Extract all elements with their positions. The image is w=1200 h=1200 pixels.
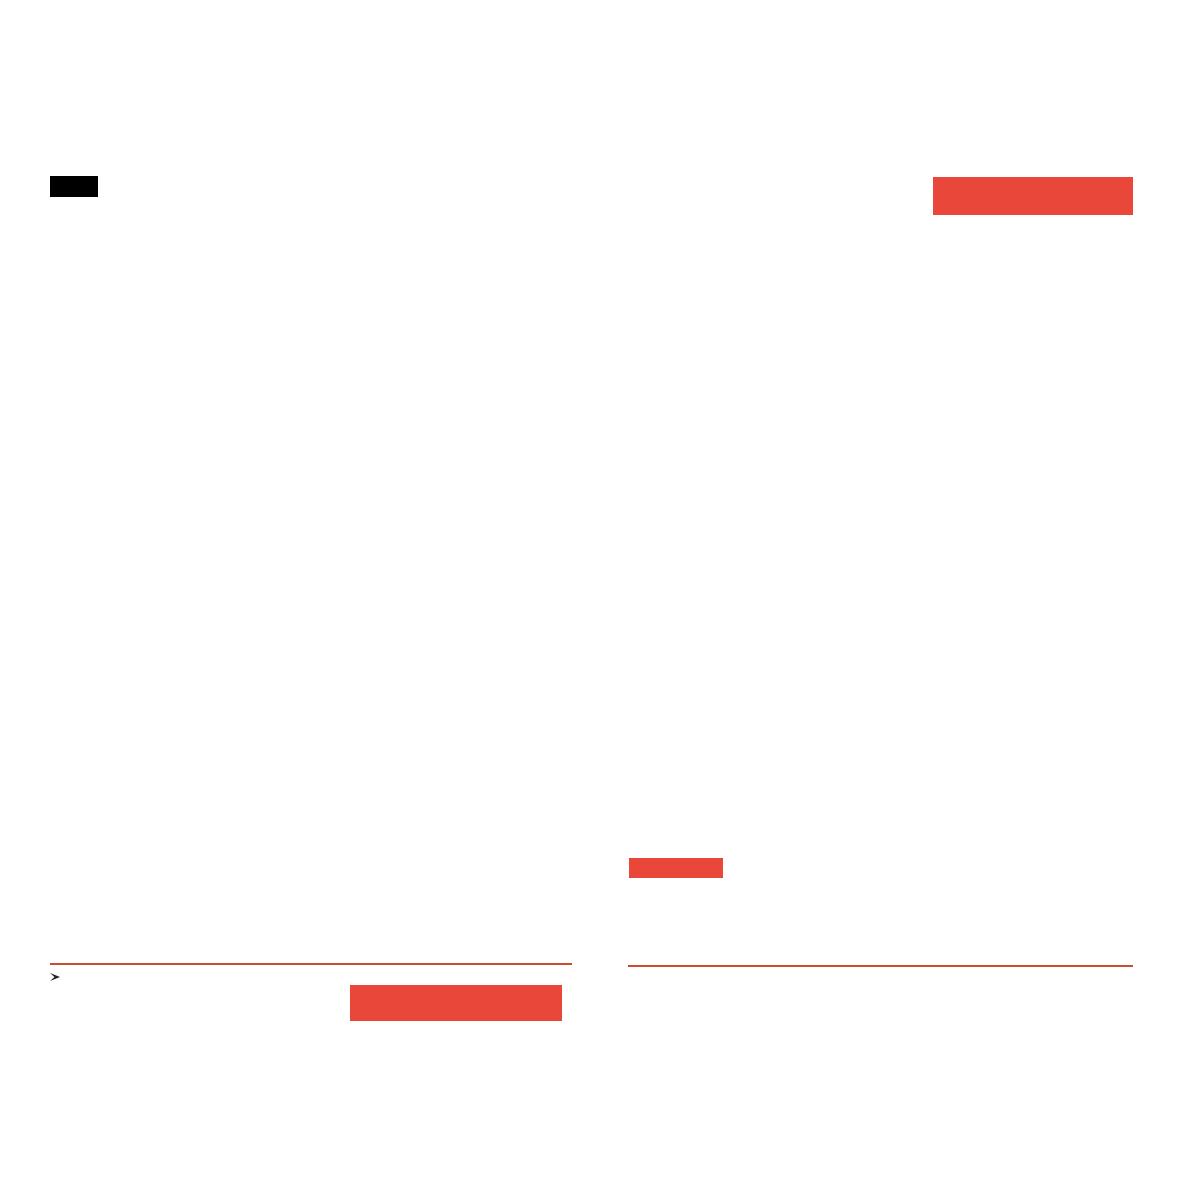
month-banner	[350, 985, 562, 1021]
month-index-tab	[50, 176, 98, 197]
game-banner	[629, 858, 723, 878]
right-page	[628, 170, 1133, 1050]
right-page-rule	[628, 965, 1133, 967]
logo-arrow-icon	[50, 972, 63, 982]
left-page	[50, 176, 572, 1036]
notes-banner	[933, 177, 1133, 215]
realsystem-logo	[50, 972, 65, 982]
left-page-rule	[50, 963, 572, 965]
notes-lines	[628, 222, 1133, 862]
